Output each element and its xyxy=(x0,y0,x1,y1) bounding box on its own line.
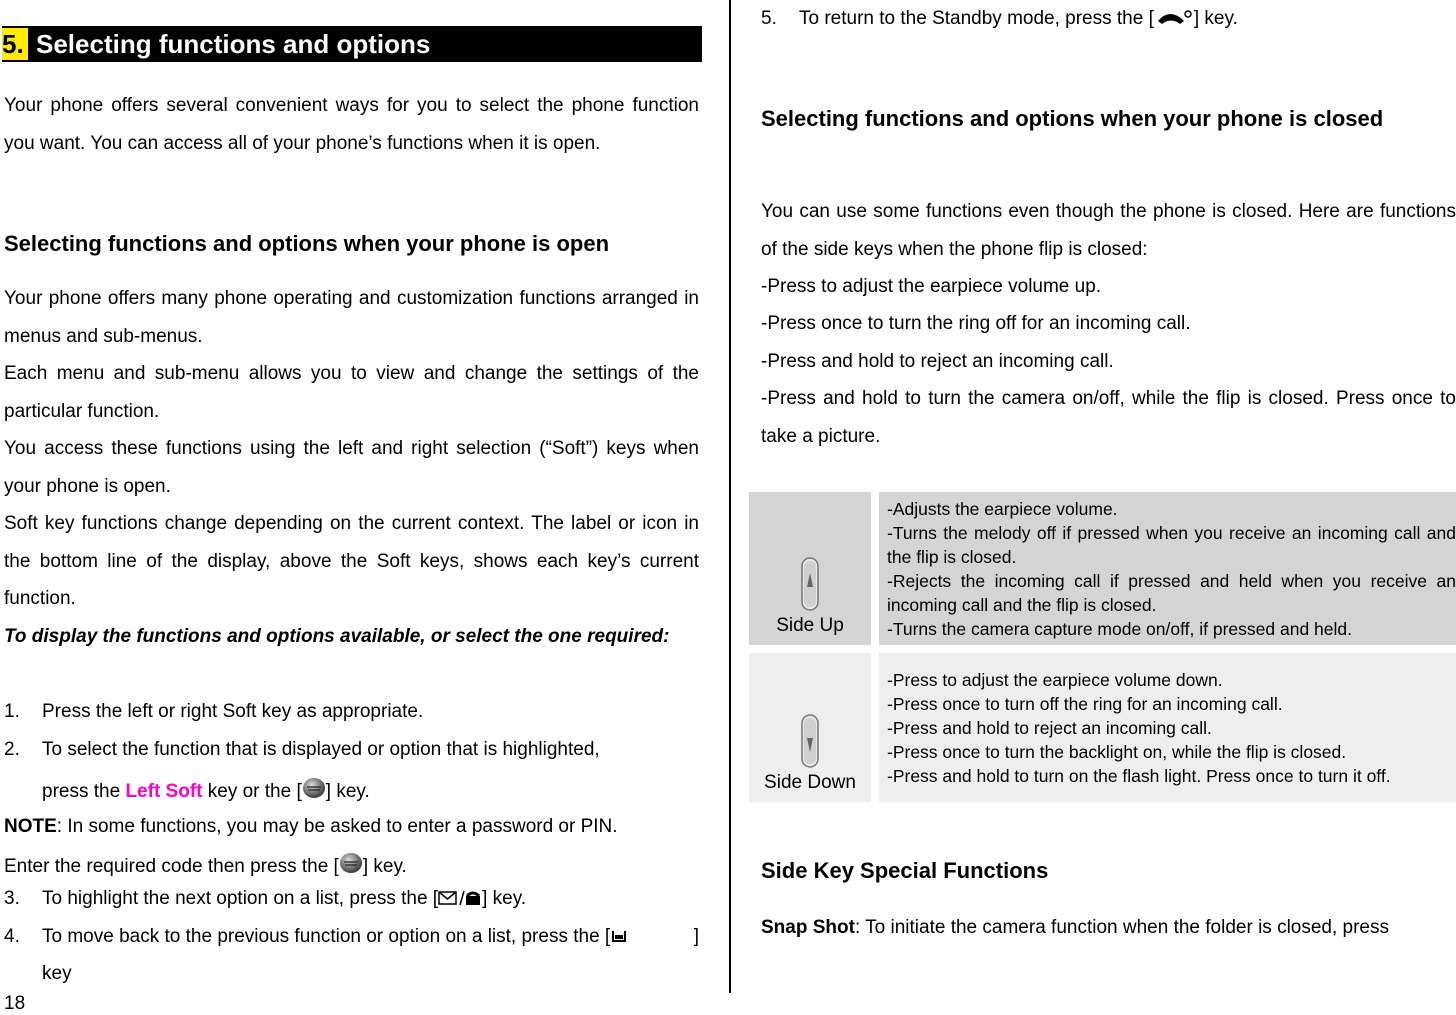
bullet-reject: -Press and hold to reject an incoming call. xyxy=(761,351,1114,372)
open-heading: Selecting functions and options when your phone is open xyxy=(4,231,610,256)
italic-heading: To display the functions and options available, or select the one required: xyxy=(4,626,670,647)
para-softkeys: You access these functions using the left and right selection (“Soft”) keys when your phone is open. xyxy=(4,438,699,497)
step-4-cont: key xyxy=(42,963,72,984)
ok-key-icon xyxy=(339,851,363,875)
side-down-cell xyxy=(749,653,871,802)
table-row xyxy=(749,653,1456,802)
table-row xyxy=(749,492,1456,645)
step-5: 5. To return to the Standby mode, press the [ ] key. xyxy=(761,8,1238,29)
section-banner xyxy=(2,26,702,62)
message-contacts-key-icon xyxy=(438,889,482,907)
side-keys-table xyxy=(749,492,1456,802)
section-title: Selecting functions and options xyxy=(36,29,431,59)
left-soft-label: Left Soft xyxy=(125,781,203,802)
back-key-icon xyxy=(610,927,628,945)
side-down-label: Side Down xyxy=(764,772,856,793)
closed-intro: You can use some functions even though the phone is closed. Here are functions of the side keys when the phone flip is closed: xyxy=(761,201,1456,260)
bullet-ring-off: -Press once to turn the ring off for an incoming call. xyxy=(761,313,1191,334)
step-2: 2. To select the function that is displayed or option that is highlighted, xyxy=(4,739,600,760)
step-2-cont: press the Left Soft key or the [ ] key. xyxy=(4,773,699,811)
column-divider xyxy=(729,0,731,993)
ok-key-icon xyxy=(302,776,326,800)
step-3: 3. To highlight the next option on a list, press the [ ] key. xyxy=(4,888,527,909)
side-down-description: -Press to adjust the earpiece volume down. -Press once to turn off the ring for an incoming call. -Press and hold to reject an incoming call. -Press once to turn the backlight on, while the flip is closed. -Press and hold to turn on the flash light. Press once to turn it off. xyxy=(879,653,1456,802)
step-4: 4. To move back to the previous function or option on a list, press the [ ] xyxy=(4,926,699,947)
snap-shot-line: Snap Shot: To initiate the camera function when the folder is closed, press xyxy=(761,917,1390,938)
step-1: 1. Press the left or right Soft key as appropriate. xyxy=(4,701,424,722)
special-heading: Side Key Special Functions xyxy=(761,858,1049,883)
section-number: 5. xyxy=(2,28,28,60)
note-line-2: Enter the required code then press the [ ] key. xyxy=(4,848,699,886)
closed-heading: Selecting functions and options when your phone is closed xyxy=(761,106,1384,131)
end-key-icon xyxy=(1154,9,1194,27)
para-context: Soft key functions change depending on the current context. The label or icon in the bottom line of the display, above the Soft keys, shows each key’s current function. xyxy=(4,513,699,609)
side-up-key-icon xyxy=(801,557,819,611)
intro-paragraph: Your phone offers several convenient ways for you to select the phone function you want. You can access all of your phone’s functions when it is open. xyxy=(4,95,699,154)
snap-shot-label: Snap Shot xyxy=(761,917,855,938)
note-line-1: NOTE: In some functions, you may be asked to enter a password or PIN. xyxy=(4,816,618,837)
note-label: NOTE xyxy=(4,816,57,837)
side-up-cell xyxy=(749,492,871,645)
bullet-camera: -Press and hold to turn the camera on/off, while the flip is closed. Press once to take a picture. xyxy=(761,388,1456,447)
side-down-key-icon xyxy=(801,714,819,768)
para-menus: Your phone offers many phone operating and customization functions arranged in menus and sub-menus. xyxy=(4,288,699,347)
side-up-label: Side Up xyxy=(776,615,844,636)
side-up-description: -Adjusts the earpiece volume. -Turns the melody off if pressed when you receive an incoming call and the flip is closed. -Rejects the incoming call if pressed and held when you receive an incoming call and the flip is closed. -Turns the camera capture mode on/off, if pressed and held. xyxy=(879,492,1456,645)
page-number: 18 xyxy=(4,993,26,1014)
para-submenus: Each menu and sub-menu allows you to view and change the settings of the particular function. xyxy=(4,363,699,422)
bullet-volume-up: -Press to adjust the earpiece volume up. xyxy=(761,276,1102,297)
